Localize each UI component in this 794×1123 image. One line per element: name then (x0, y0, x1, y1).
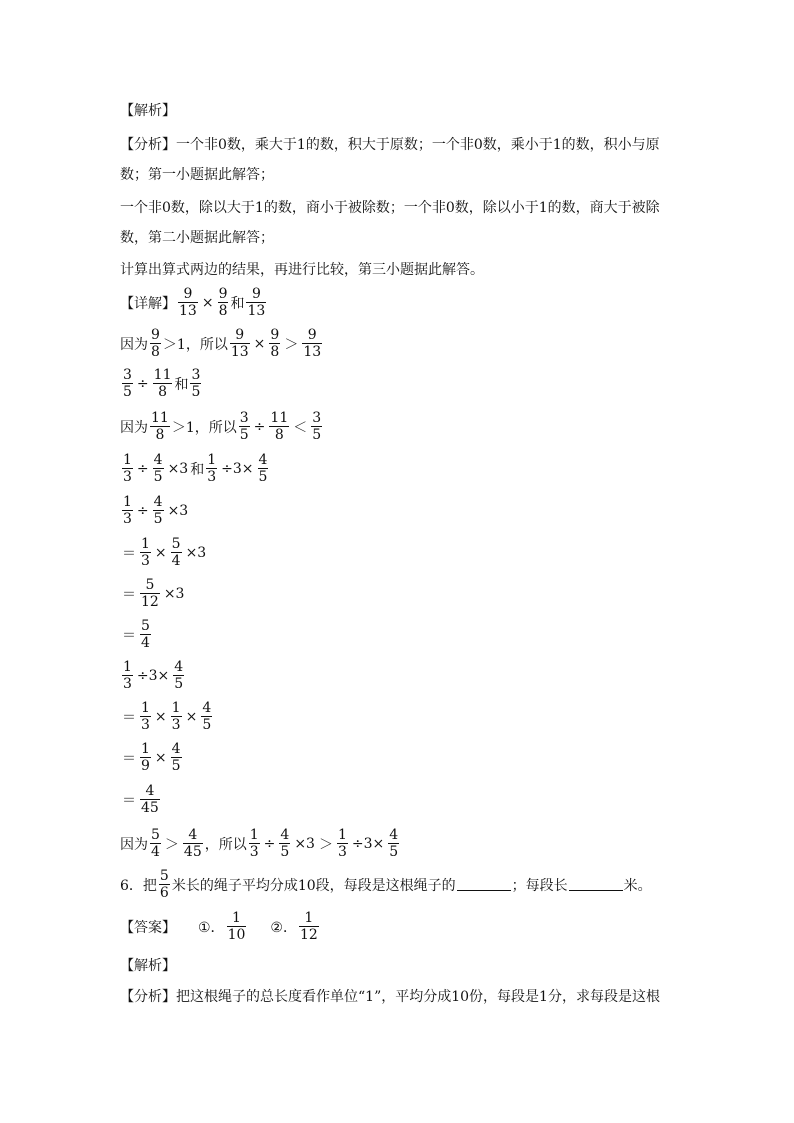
fraction: $\frac{1}{3}$ (123, 659, 132, 692)
fraction: $\frac{1}{3}$ (141, 536, 150, 569)
fraction: $\frac{4}{5}$ (202, 700, 212, 733)
math-line: ＝ $\frac{1}{3}$ × $\frac{5}{4}$ ×3 (122, 536, 207, 569)
math-line: 因为 $\frac{11}{8}$ ＞1，所以 $\frac{3}{5}$ ÷ $\frac{11}{8}$ ＜ $\frac{3}{5}$ (120, 410, 322, 443)
fraction: $\frac{11}{8}$ (151, 410, 169, 443)
fraction: $\frac{9}{13}$ (230, 327, 249, 360)
fraction: $\frac{5}{4}$ (141, 618, 150, 651)
fraction: $\frac{4}{5}$ (153, 452, 163, 485)
math-line: 因为 $\frac{9}{8}$ ＞1，所以 $\frac{9}{13}$ × $\frac{9}{8}$ ＞ $\frac{9}{13}$ (120, 327, 322, 360)
fraction: $\frac{4}{45}$ (141, 783, 159, 816)
fraction: $\frac{1}{3}$ (141, 700, 150, 733)
fraction: $\frac{5}{6}$ (159, 868, 169, 901)
fraction: $\frac{5}{4}$ (151, 827, 160, 860)
section-heading-analysis: 【解析】 (120, 103, 176, 119)
fraction: $\frac{3}{5}$ (239, 410, 249, 443)
math-line: ＝ $\frac{1}{9}$ × $\frac{4}{5}$ (122, 741, 181, 774)
fraction: $\frac{9}{8}$ (218, 286, 228, 319)
fraction: $\frac{1}{3}$ (207, 452, 217, 485)
fraction: $\frac{1}{3}$ (123, 494, 132, 527)
fraction: $\frac{9}{13}$ (247, 286, 266, 319)
math-line: ＝ $\frac{4}{45}$ (122, 783, 159, 816)
fraction: $\frac{9}{8}$ (151, 327, 160, 360)
fraction: $\frac{9}{13}$ (179, 286, 197, 319)
math-line: $\frac{3}{5}$ ÷ $\frac{11}{8}$ 和 $\frac{3}{5}$ (123, 367, 201, 400)
math-line: $\frac{1}{3}$ ÷ $\frac{4}{5}$ ×3 和 $\frac{1}{3}$ ÷3× $\frac{4}{5}$ (123, 452, 268, 485)
math-line: 因为 $\frac{5}{4}$ ＞ $\frac{4}{45}$ ，所以 $\frac{1}{3}$ ÷ $\frac{4}{5}$ ×3 ＞ $\frac{1}{3}$ ÷3× $\frac{4}{5}$ (120, 827, 399, 860)
fraction: $\frac{9}{8}$ (270, 327, 280, 360)
fraction: $\frac{3}{5}$ (191, 367, 201, 400)
fraction: $\frac{4}{45}$ (183, 827, 202, 860)
answer-label: 【答案】 (120, 919, 176, 936)
fraction: $\frac{1}{3}$ (337, 827, 347, 860)
fraction: $\frac{4}{5}$ (389, 827, 399, 860)
fraction: $\frac{4}{5}$ (153, 494, 163, 527)
math-line: ＝ $\frac{5}{4}$ (122, 618, 150, 651)
fraction: $\frac{1}{9}$ (141, 741, 150, 774)
math-line: ＝ $\frac{5}{12}$ ×3 (122, 577, 185, 610)
text-line: 计算出算式两边的结果，再进行比较，第三小题据此解答。 (120, 262, 484, 278)
math-line: $\frac{1}{3}$ ÷ $\frac{4}{5}$ ×3 (123, 494, 189, 527)
text-line: 数；第一小题据此解答； (120, 167, 274, 183)
fraction: $\frac{5}{4}$ (171, 536, 181, 569)
fraction: $\frac{1}{10}$ (227, 910, 246, 943)
fraction: $\frac{1}{3}$ (123, 452, 132, 485)
answer-blank-1 (457, 878, 511, 891)
fraction: $\frac{1}{3}$ (171, 700, 181, 733)
math-line: 【详解】 $\frac{9}{13}$ × $\frac{9}{8}$ 和 $\frac{9}{13}$ (120, 286, 266, 319)
math-line: ＝ $\frac{1}{3}$ × $\frac{1}{3}$ × $\frac{4}{5}$ (122, 700, 212, 733)
question-6: 6．把 $\frac{5}{6}$ 米长的绳子平均分成10段，每段是这根绳子的 ；每段长 米。 (120, 868, 652, 901)
fraction: $\frac{4}{5}$ (280, 827, 290, 860)
answer-blank-2 (569, 878, 623, 891)
fraction: $\frac{3}{5}$ (312, 410, 322, 443)
fraction: $\frac{11}{8}$ (153, 367, 172, 400)
math-line: $\frac{1}{3}$ ÷3× $\frac{4}{5}$ (123, 659, 184, 692)
text-line: 【分析】把这根绳子的总长度看作单位“1”，平均分成10份，每段是1分，求每段是这根 (120, 989, 660, 1005)
fraction: $\frac{1}{12}$ (299, 910, 318, 943)
text-line: 【分析】一个非0数，乘大于1的数，积大于原数；一个非0数，乘小于1的数，积小与原 (120, 137, 660, 153)
fraction: $\frac{9}{13}$ (303, 327, 322, 360)
fraction: $\frac{4}{5}$ (174, 659, 184, 692)
text-line: 一个非0数，除以大于1的数，商小于被除数；一个非0数，除以小于1的数，商大于被除 (120, 200, 660, 216)
fraction: $\frac{5}{12}$ (141, 577, 159, 610)
fraction: $\frac{4}{5}$ (258, 452, 268, 485)
text-line: 数，第二小题据此解答； (120, 230, 274, 246)
fraction: $\frac{4}{5}$ (171, 741, 181, 774)
detail-label: 【详解】 (120, 295, 176, 312)
fraction: $\frac{1}{3}$ (249, 827, 259, 860)
fraction: $\frac{3}{5}$ (123, 367, 132, 400)
fraction: $\frac{11}{8}$ (270, 410, 289, 443)
section-heading-analysis: 【解析】 (120, 958, 176, 974)
answer-line: 【答案】 ①． $\frac{1}{10}$ ②． $\frac{1}{12}$ (120, 910, 318, 943)
